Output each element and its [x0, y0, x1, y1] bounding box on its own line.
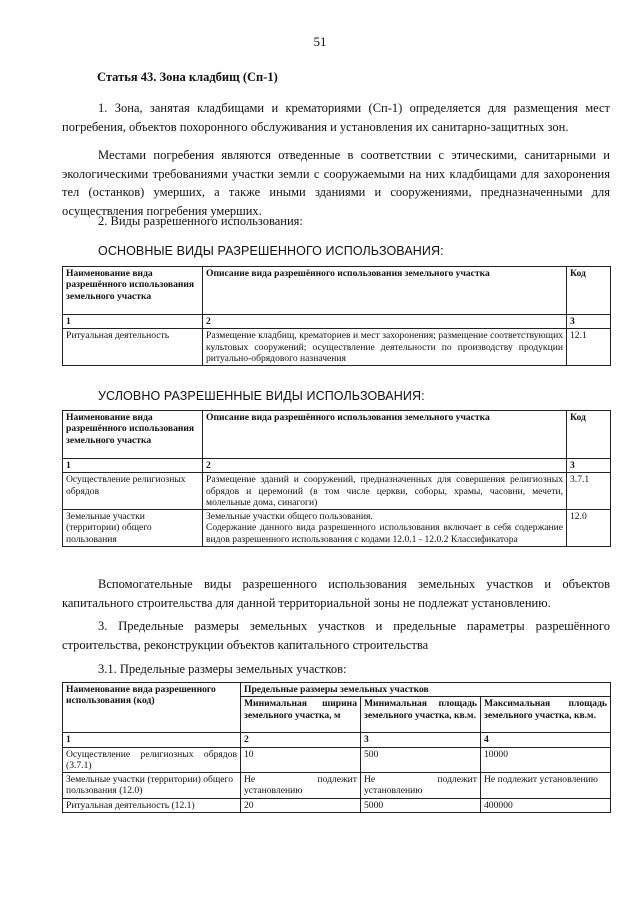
use-code-cell: 12.0 [567, 510, 611, 547]
column-header: Наименование вида разрешённого использования земельного участка [63, 267, 203, 315]
use-description-cell: Размещение кладбищ, крематориев и мест захоронения; размещение соответствующих культовых сооружений; осуществление деятельности по производству продукции ритуально-обрядового назначения [203, 329, 567, 366]
page-number: 51 [313, 34, 327, 49]
min-width-cell: Не подлежит установлению [241, 773, 361, 799]
column-number: 3 [567, 459, 611, 473]
use-name-cell: Осуществление религиозных обрядов [63, 473, 203, 510]
column-number-row [63, 733, 611, 747]
column-header: Код [567, 267, 611, 315]
use-name-cell: Земельные участки (территории) общего пользования (12.0) [63, 773, 241, 799]
table-row [63, 510, 611, 547]
max-area-cell: 10000 [481, 747, 611, 773]
use-code-cell: 3.7.1 [567, 473, 611, 510]
column-number-row [63, 315, 611, 329]
column-number: 3 [567, 315, 611, 329]
column-header: Минимальная площадь земельного участка, кв.м. [361, 697, 481, 733]
column-header: Код [567, 411, 611, 459]
column-header: Наименование вида разрешенного использования (код) [63, 683, 241, 733]
table-header-row [63, 411, 611, 459]
column-header: Наименование вида разрешённого использования земельного участка [63, 411, 203, 459]
use-description-cell: Размещение зданий и сооружений, предназначенных для совершения религиозных обрядов и церемоний (в том числе церкви, соборы, храмы, часовни, мечети, молельные дома, синагоги) [203, 473, 567, 510]
table-row [63, 473, 611, 510]
conditional-uses-table [62, 410, 610, 547]
column-number: 3 [361, 733, 481, 747]
main-uses-heading: ОСНОВНЫЕ ВИДЫ РАЗРЕШЕННОГО ИСПОЛЬЗОВАНИЯ: [98, 244, 444, 258]
paragraph-limit-parameters: 3. Предельные размеры земельных участков и предельные параметры разрешённого строительства, реконструкции объектов капитального строительства [62, 619, 610, 652]
paragraph-plot-sizes: 3.1. Предельные размеры земельных участков: [98, 662, 347, 676]
column-number: 4 [481, 733, 611, 747]
table-row [63, 773, 611, 799]
max-area-cell: Не подлежит установлению [481, 773, 611, 799]
column-number: 2 [203, 315, 567, 329]
table-row [63, 747, 611, 773]
table-row [63, 329, 611, 366]
main-uses-table [62, 266, 610, 366]
column-header: Описание вида разрешённого использования земельного участка [203, 267, 567, 315]
article-title: Статья 43. Зона кладбищ (Сп-1) [97, 70, 278, 84]
paragraph-burial-places: Местами погребения являются отведенные в соответствии с этическими, санитарными и экологическими требованиями участки земли с сооружаемыми на них кладбищами для захоронения тел (останков) умерших, а также иными зданиями и сооружениями, предназначенными для осуществления погребения умерших. [62, 148, 610, 218]
conditional-uses-heading: УСЛОВНО РАЗРЕШЕННЫЕ ВИДЫ ИСПОЛЬЗОВАНИЯ: [98, 389, 425, 403]
table-header-row [63, 267, 611, 315]
min-area-cell: 500 [361, 747, 481, 773]
column-header: Минимальная ширина земельного участка, м [241, 697, 361, 733]
column-number: 2 [203, 459, 567, 473]
min-area-cell: 5000 [361, 798, 481, 812]
min-area-cell: Не подлежит установлению [361, 773, 481, 799]
min-width-cell: 20 [241, 798, 361, 812]
use-name-cell: Земельные участки (территории) общего пользования [63, 510, 203, 547]
plot-limits-table [62, 682, 610, 813]
table-header-row [63, 683, 611, 697]
column-header: Максимальная площадь земельного участка, кв.м. [481, 697, 611, 733]
use-name-cell: Ритуальная деятельность [63, 329, 203, 366]
column-number: 1 [63, 315, 203, 329]
use-code-cell: 12.1 [567, 329, 611, 366]
max-area-cell: 400000 [481, 798, 611, 812]
use-name-cell: Ритуальная деятельность (12.1) [63, 798, 241, 812]
use-description-cell: Земельные участки общего пользования. Содержание данного вида разрешенного использования включает в себя содержание видов разрешенного использования с кодами 12.0.1 - 12.0.2 Классификатора [203, 510, 567, 547]
min-width-cell: 10 [241, 747, 361, 773]
paragraph-uses-intro: 2. Виды разрешенного использования: [98, 214, 303, 228]
column-group-header: Предельные размеры земельных участков [241, 683, 611, 697]
table-row [63, 798, 611, 812]
paragraph-auxiliary-uses: Вспомогательные виды разрешенного использования земельных участков и объектов капитального строительства для данной территориальной зоны не подлежат установлению. [62, 577, 610, 610]
column-number-row [63, 459, 611, 473]
column-number: 1 [63, 733, 241, 747]
column-number: 1 [63, 459, 203, 473]
column-number: 2 [241, 733, 361, 747]
column-header: Описание вида разрешённого использования земельного участка [203, 411, 567, 459]
paragraph-zone-definition: 1. Зона, занятая кладбищами и крематориями (Сп-1) определяется для размещения мест погребения, объектов похоронного обслуживания и установления их санитарно-защитных зон. [62, 101, 610, 134]
use-name-cell: Осуществление религиозных обрядов (3.7.1) [63, 747, 241, 773]
